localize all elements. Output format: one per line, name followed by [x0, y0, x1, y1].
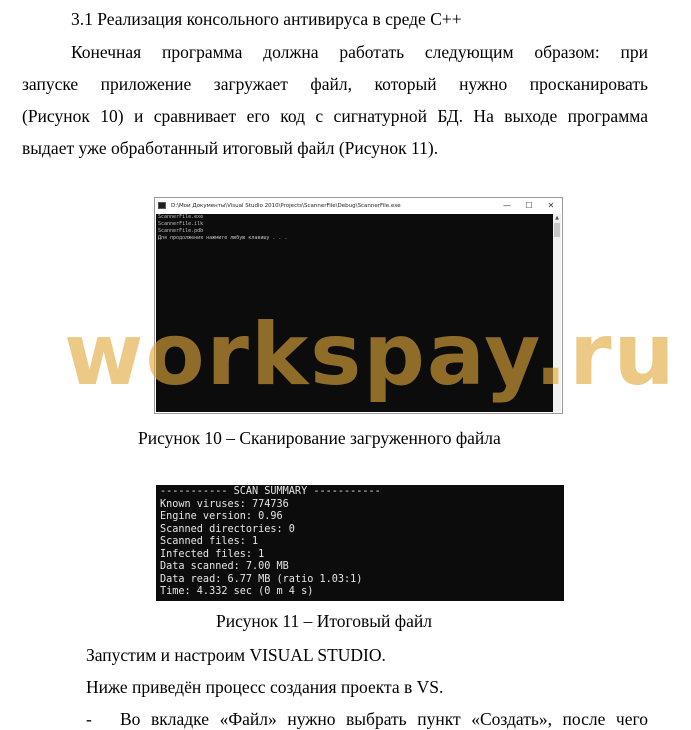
bullet-text: Во вкладке «Файл» нужно выбрать пункт «Создать», после чего [120, 709, 648, 729]
body-line: Запустим и настроим VISUAL STUDIO. [86, 645, 386, 665]
watermark-logo: workspay.ru [64, 305, 677, 405]
summary-line: Known viruses: 774736 [160, 498, 289, 510]
window-title: D:\Мои Документы\Visual Studio 2010\Projects\ScannerFile\Debug\ScannerFile.exe [171, 203, 401, 209]
console-line: ScannerFile.ilk [158, 221, 204, 227]
bullet-marker: - [86, 709, 92, 729]
scrollbar-thumb [554, 223, 560, 237]
console-line: ScannerFile.pdb [158, 228, 204, 234]
summary-line: ----------- SCAN SUMMARY ----------- [160, 486, 381, 497]
console-app-icon [158, 202, 166, 209]
summary-line: Time: 4.332 sec (0 m 4 s) [160, 586, 314, 597]
maximize-icon: ☐ [525, 201, 533, 210]
paragraph-line: запуске приложение загружает файл, который нужно просканировать [22, 74, 648, 94]
body-line: Ниже приведён процесс создания проекта в VS. [86, 677, 444, 697]
summary-line: Data read: 6.77 MB (ratio 1.03:1) [160, 573, 363, 585]
minimize-icon: — [503, 201, 511, 210]
console-window-screenshot [154, 197, 563, 414]
summary-line: Scanned directories: 0 [160, 523, 295, 535]
paragraph-line: Конечная программа должна работать следующим образом: при [71, 42, 648, 62]
paragraph-line: выдает уже обработанный итоговый файл (Рисунок 11). [22, 138, 439, 158]
summary-line: Infected files: 1 [160, 548, 265, 560]
summary-line: Data scanned: 7.00 MB [160, 561, 289, 572]
summary-line: Scanned files: 1 [160, 536, 259, 547]
close-icon: ✕ [547, 201, 555, 210]
console-scrollbar [553, 214, 561, 412]
console-line: ScannerFile.exe [158, 214, 204, 220]
console-output [156, 214, 553, 412]
figure-11-caption: Рисунок 11 – Итоговый файл [216, 611, 432, 631]
section-heading: 3.1 Реализация консольного антивируса в среде С++ [71, 9, 462, 29]
scroll-up-arrow-icon: ▲ [555, 215, 559, 221]
console-line: Для продолжения нажмите любую клавишу . . . [158, 235, 288, 241]
figure-10-caption: Рисунок 10 – Сканирование загруженного файла [138, 428, 501, 448]
paragraph-line: (Рисунок 10) и сравнивает его код с сигнатурной БД. На выходе программа [22, 106, 648, 126]
summary-line: Engine version: 0.96 [160, 511, 283, 522]
scan-summary-screenshot [156, 485, 564, 601]
window-titlebar [155, 198, 562, 214]
